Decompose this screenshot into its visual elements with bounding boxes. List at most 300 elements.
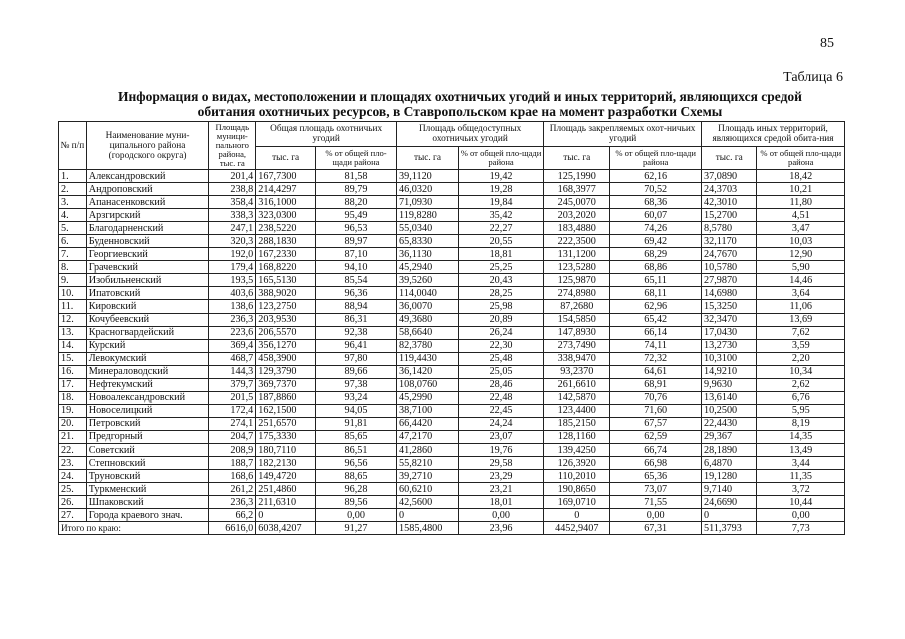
table-row <box>59 248 845 261</box>
district-name-cell: Александровский <box>86 170 209 183</box>
district-area-cell: 403,6 <box>209 287 256 300</box>
assigned-pct-cell: 71,60 <box>610 404 702 417</box>
district-name-cell: Ипатовский <box>86 287 209 300</box>
table-row <box>59 391 845 404</box>
table-body <box>59 170 845 522</box>
total-tys-cell: 167,7300 <box>256 170 316 183</box>
table-row <box>59 300 845 313</box>
assigned-pct-cell: 68,36 <box>610 196 702 209</box>
other-tys-cell: 42,3010 <box>702 196 757 209</box>
total-tys-cell: 180,7110 <box>256 443 316 456</box>
total-pct-cell: 96,36 <box>315 287 396 300</box>
district-name-cell: Предгорный <box>86 430 209 443</box>
total-pct-cell: 96,41 <box>315 339 396 352</box>
other-tys-cell: 6,4870 <box>702 457 757 470</box>
district-name-cell: Новоселицкий <box>86 404 209 417</box>
table-row <box>59 235 845 248</box>
total-pct-cell: 97,80 <box>315 352 396 365</box>
other-pct-cell: 10,21 <box>757 183 845 196</box>
table-title <box>60 89 860 119</box>
total-pct-cell: 87,10 <box>315 248 396 261</box>
assigned-tys-cell: 131,1200 <box>544 248 610 261</box>
row-number-cell: 25. <box>59 483 87 496</box>
total-tys-cell: 251,4860 <box>256 483 316 496</box>
public-pct-cell: 25,48 <box>458 352 543 365</box>
public-tys-cell: 66,4420 <box>397 417 459 430</box>
table-label: Таблица 6 <box>783 70 843 85</box>
hunting-grounds-table <box>58 121 845 535</box>
district-area-cell: 468,7 <box>209 352 256 365</box>
total-tys-cell: 182,2130 <box>256 457 316 470</box>
row-number-cell: 6. <box>59 235 87 248</box>
district-area-cell: 172,4 <box>209 404 256 417</box>
total-other-tys: 511,3793 <box>702 522 757 535</box>
total-tys-cell: 388,9020 <box>256 287 316 300</box>
other-pct-cell: 11,06 <box>757 300 845 313</box>
table-row <box>59 274 845 287</box>
assigned-tys-cell: 128,1160 <box>544 430 610 443</box>
header-public-group: Площадь общедоступных охотничьих угодий <box>397 122 544 147</box>
total-pct-cell: 96,53 <box>315 222 396 235</box>
table-row <box>59 183 845 196</box>
header-other-pct: % от общей пло-щади района <box>757 147 845 170</box>
total-tys-cell: 0 <box>256 509 316 522</box>
table-row <box>59 339 845 352</box>
table-row <box>59 287 845 300</box>
other-pct-cell: 6,76 <box>757 391 845 404</box>
district-name-cell: Красногвардейский <box>86 326 209 339</box>
assigned-tys-cell: 261,6610 <box>544 378 610 391</box>
assigned-pct-cell: 74,26 <box>610 222 702 235</box>
row-number-cell: 11. <box>59 300 87 313</box>
other-tys-cell: 8,5780 <box>702 222 757 235</box>
row-number-cell: 13. <box>59 326 87 339</box>
assigned-tys-cell: 190,8650 <box>544 483 610 496</box>
district-area-cell: 204,7 <box>209 430 256 443</box>
public-pct-cell: 26,24 <box>458 326 543 339</box>
district-name-cell: Арзгирский <box>86 209 209 222</box>
total-tys-cell: 288,1830 <box>256 235 316 248</box>
total-tys-cell: 316,1000 <box>256 196 316 209</box>
district-area-cell: 192,0 <box>209 248 256 261</box>
other-tys-cell: 10,5780 <box>702 261 757 274</box>
row-number-cell: 20. <box>59 417 87 430</box>
other-pct-cell: 2,20 <box>757 352 845 365</box>
district-name-cell: Нефтекумский <box>86 378 209 391</box>
total-area: 6616,0 <box>209 522 256 535</box>
other-pct-cell: 4,51 <box>757 209 845 222</box>
table-total <box>59 522 845 535</box>
district-name-cell: Изобильненский <box>86 274 209 287</box>
district-name-cell: Курский <box>86 339 209 352</box>
assigned-pct-cell: 68,11 <box>610 287 702 300</box>
public-tys-cell: 39,2710 <box>397 470 459 483</box>
table-row <box>59 443 845 456</box>
district-area-cell: 358,4 <box>209 196 256 209</box>
public-pct-cell: 0,00 <box>458 509 543 522</box>
public-tys-cell: 65,8330 <box>397 235 459 248</box>
total-tys-cell: 187,8860 <box>256 391 316 404</box>
assigned-pct-cell: 66,98 <box>610 457 702 470</box>
row-number-cell: 5. <box>59 222 87 235</box>
other-pct-cell: 5,95 <box>757 404 845 417</box>
public-tys-cell: 114,0040 <box>397 287 459 300</box>
district-area-cell: 201,4 <box>209 170 256 183</box>
assigned-pct-cell: 66,74 <box>610 443 702 456</box>
other-pct-cell: 10,34 <box>757 365 845 378</box>
other-pct-cell: 12,90 <box>757 248 845 261</box>
assigned-tys-cell: 168,3977 <box>544 183 610 196</box>
assigned-pct-cell: 71,55 <box>610 496 702 509</box>
total-tys-cell: 129,3790 <box>256 365 316 378</box>
header-name: Наименование муни-ципального района (городского округа) <box>86 122 209 170</box>
public-pct-cell: 22,48 <box>458 391 543 404</box>
district-name-cell: Советский <box>86 443 209 456</box>
total-tys-cell: 206,5570 <box>256 326 316 339</box>
public-pct-cell: 20,89 <box>458 313 543 326</box>
district-area-cell: 138,6 <box>209 300 256 313</box>
row-number-cell: 21. <box>59 430 87 443</box>
public-pct-cell: 18,81 <box>458 248 543 261</box>
row-number-cell: 10. <box>59 287 87 300</box>
page-number: 85 <box>820 36 834 51</box>
assigned-pct-cell: 67,57 <box>610 417 702 430</box>
row-number-cell: 9. <box>59 274 87 287</box>
district-name-cell: Грачевский <box>86 261 209 274</box>
total-tys-cell: 211,6310 <box>256 496 316 509</box>
district-name-cell: Новоалександровский <box>86 391 209 404</box>
assigned-pct-cell: 66,14 <box>610 326 702 339</box>
assigned-pct-cell: 70,52 <box>610 183 702 196</box>
public-pct-cell: 19,42 <box>458 170 543 183</box>
total-pct-cell: 92,38 <box>315 326 396 339</box>
public-pct-cell: 22,30 <box>458 339 543 352</box>
row-number-cell: 12. <box>59 313 87 326</box>
header-assigned-tys: тыс. га <box>544 147 610 170</box>
district-name-cell: Левокумский <box>86 352 209 365</box>
total-pct-cell: 93,24 <box>315 391 396 404</box>
assigned-tys-cell: 274,8980 <box>544 287 610 300</box>
total-tys-cell: 162,1500 <box>256 404 316 417</box>
district-area-cell: 66,2 <box>209 509 256 522</box>
other-tys-cell: 27,9870 <box>702 274 757 287</box>
other-tys-cell: 10,2500 <box>702 404 757 417</box>
assigned-tys-cell: 87,2680 <box>544 300 610 313</box>
other-tys-cell: 10,3100 <box>702 352 757 365</box>
assigned-pct-cell: 69,42 <box>610 235 702 248</box>
header-area: Площадь муници-пального района, тыс. га <box>209 122 256 170</box>
header-num: № п/п <box>59 122 87 170</box>
assigned-pct-cell: 65,42 <box>610 313 702 326</box>
other-tys-cell: 24,7670 <box>702 248 757 261</box>
table-row <box>59 170 845 183</box>
public-pct-cell: 23,07 <box>458 430 543 443</box>
title-line-2: обитания охотничьих ресурсов, в Ставропольском крае на момент разработки Схемы <box>197 104 723 119</box>
other-pct-cell: 14,46 <box>757 274 845 287</box>
public-pct-cell: 25,25 <box>458 261 543 274</box>
district-name-cell: Георгиевский <box>86 248 209 261</box>
other-pct-cell: 13,49 <box>757 443 845 456</box>
table-row <box>59 417 845 430</box>
header-total-group: Общая площадь охотничьих угодий <box>256 122 397 147</box>
other-tys-cell: 29,367 <box>702 430 757 443</box>
total-tys-cell: 238,5220 <box>256 222 316 235</box>
other-pct-cell: 14,35 <box>757 430 845 443</box>
public-tys-cell: 42,5600 <box>397 496 459 509</box>
public-tys-cell: 55,8210 <box>397 457 459 470</box>
title-line-1: Информация о видах, местоположении и площадях охотничьих угодий и иных территорий, являющихся средой <box>118 89 802 104</box>
row-number-cell: 23. <box>59 457 87 470</box>
other-pct-cell: 0,00 <box>757 509 845 522</box>
public-tys-cell: 39,5260 <box>397 274 459 287</box>
public-tys-cell: 71,0930 <box>397 196 459 209</box>
total-pct-cell: 89,97 <box>315 235 396 248</box>
row-number-cell: 8. <box>59 261 87 274</box>
other-pct-cell: 8,19 <box>757 417 845 430</box>
district-name-cell: Шпаковский <box>86 496 209 509</box>
other-tys-cell: 13,2730 <box>702 339 757 352</box>
total-row <box>59 522 845 535</box>
assigned-tys-cell: 0 <box>544 509 610 522</box>
district-area-cell: 369,4 <box>209 339 256 352</box>
public-tys-cell: 60,6210 <box>397 483 459 496</box>
row-number-cell: 19. <box>59 404 87 417</box>
assigned-pct-cell: 74,11 <box>610 339 702 352</box>
total-tys-cell: 175,3330 <box>256 430 316 443</box>
district-area-cell: 338,3 <box>209 209 256 222</box>
assigned-tys-cell: 245,0070 <box>544 196 610 209</box>
district-area-cell: 274,1 <box>209 417 256 430</box>
public-pct-cell: 22,45 <box>458 404 543 417</box>
public-tys-cell: 36,1130 <box>397 248 459 261</box>
assigned-pct-cell: 68,86 <box>610 261 702 274</box>
table-header <box>59 122 845 170</box>
assigned-pct-cell: 65,36 <box>610 470 702 483</box>
district-name-cell: Буденновский <box>86 235 209 248</box>
public-tys-cell: 45,2990 <box>397 391 459 404</box>
header-other-group: Площадь иных территорий, являющихся средой обита-ния <box>702 122 845 147</box>
district-area-cell: 201,5 <box>209 391 256 404</box>
assigned-tys-cell: 125,1990 <box>544 170 610 183</box>
row-number-cell: 1. <box>59 170 87 183</box>
assigned-pct-cell: 68,29 <box>610 248 702 261</box>
public-pct-cell: 25,05 <box>458 365 543 378</box>
assigned-pct-cell: 62,96 <box>610 300 702 313</box>
total-pct-cell: 88,20 <box>315 196 396 209</box>
district-area-cell: 236,3 <box>209 496 256 509</box>
total-total-pct: 91,27 <box>315 522 396 535</box>
other-pct-cell: 2,62 <box>757 378 845 391</box>
assigned-pct-cell: 0,00 <box>610 509 702 522</box>
total-total-tys: 6038,4207 <box>256 522 316 535</box>
district-area-cell: 236,3 <box>209 313 256 326</box>
assigned-tys-cell: 169,0710 <box>544 496 610 509</box>
table-row <box>59 496 845 509</box>
public-tys-cell: 55,0340 <box>397 222 459 235</box>
public-tys-cell: 46,0320 <box>397 183 459 196</box>
other-tys-cell: 24,6690 <box>702 496 757 509</box>
district-area-cell: 261,2 <box>209 483 256 496</box>
total-pct-cell: 85,54 <box>315 274 396 287</box>
table-row <box>59 326 845 339</box>
public-tys-cell: 108,0760 <box>397 378 459 391</box>
total-pct-cell: 97,38 <box>315 378 396 391</box>
district-area-cell: 179,4 <box>209 261 256 274</box>
district-name-cell: Андроповский <box>86 183 209 196</box>
public-pct-cell: 20,43 <box>458 274 543 287</box>
total-tys-cell: 203,9530 <box>256 313 316 326</box>
total-tys-cell: 369,7370 <box>256 378 316 391</box>
total-pct-cell: 88,94 <box>315 300 396 313</box>
other-pct-cell: 10,44 <box>757 496 845 509</box>
total-public-tys: 1585,4800 <box>397 522 459 535</box>
total-tys-cell: 165,5130 <box>256 274 316 287</box>
assigned-pct-cell: 68,91 <box>610 378 702 391</box>
public-pct-cell: 23,29 <box>458 470 543 483</box>
other-tys-cell: 32,1170 <box>702 235 757 248</box>
row-number-cell: 3. <box>59 196 87 209</box>
table-row <box>59 313 845 326</box>
other-pct-cell: 18,42 <box>757 170 845 183</box>
total-tys-cell: 356,1270 <box>256 339 316 352</box>
district-name-cell: Кочубеевский <box>86 313 209 326</box>
assigned-pct-cell: 62,59 <box>610 430 702 443</box>
table-row <box>59 470 845 483</box>
total-pct-cell: 89,56 <box>315 496 396 509</box>
public-pct-cell: 35,42 <box>458 209 543 222</box>
other-tys-cell: 9,7140 <box>702 483 757 496</box>
table-row <box>59 196 845 209</box>
district-area-cell: 247,1 <box>209 222 256 235</box>
total-pct-cell: 0,00 <box>315 509 396 522</box>
assigned-tys-cell: 185,2150 <box>544 417 610 430</box>
other-tys-cell: 13,6140 <box>702 391 757 404</box>
public-tys-cell: 0 <box>397 509 459 522</box>
assigned-tys-cell: 110,2010 <box>544 470 610 483</box>
other-tys-cell: 37,0890 <box>702 170 757 183</box>
public-pct-cell: 19,28 <box>458 183 543 196</box>
public-pct-cell: 23,21 <box>458 483 543 496</box>
district-name-cell: Благодарненский <box>86 222 209 235</box>
district-area-cell: 223,6 <box>209 326 256 339</box>
assigned-pct-cell: 60,07 <box>610 209 702 222</box>
header-public-pct: % от общей пло-щади района <box>458 147 543 170</box>
total-pct-cell: 95,49 <box>315 209 396 222</box>
district-area-cell: 193,5 <box>209 274 256 287</box>
assigned-tys-cell: 123,5280 <box>544 261 610 274</box>
total-pct-cell: 89,66 <box>315 365 396 378</box>
total-tys-cell: 251,6570 <box>256 417 316 430</box>
public-pct-cell: 24,24 <box>458 417 543 430</box>
total-tys-cell: 149,4720 <box>256 470 316 483</box>
district-area-cell: 238,8 <box>209 183 256 196</box>
assigned-pct-cell: 72,32 <box>610 352 702 365</box>
other-tys-cell: 0 <box>702 509 757 522</box>
other-pct-cell: 3,44 <box>757 457 845 470</box>
row-number-cell: 18. <box>59 391 87 404</box>
district-area-cell: 168,6 <box>209 470 256 483</box>
public-pct-cell: 22,27 <box>458 222 543 235</box>
table-row <box>59 209 845 222</box>
total-pct-cell: 94,10 <box>315 261 396 274</box>
header-public-tys: тыс. га <box>397 147 459 170</box>
other-tys-cell: 19,1280 <box>702 470 757 483</box>
table-row <box>59 352 845 365</box>
total-tys-cell: 123,2750 <box>256 300 316 313</box>
assigned-tys-cell: 93,2370 <box>544 365 610 378</box>
row-number-cell: 7. <box>59 248 87 261</box>
district-name-cell: Петровский <box>86 417 209 430</box>
total-tys-cell: 168,8220 <box>256 261 316 274</box>
table-row <box>59 457 845 470</box>
table-row <box>59 509 845 522</box>
total-tys-cell: 458,3900 <box>256 352 316 365</box>
other-pct-cell: 3,47 <box>757 222 845 235</box>
assigned-pct-cell: 65,11 <box>610 274 702 287</box>
assigned-pct-cell: 64,61 <box>610 365 702 378</box>
public-tys-cell: 36,0070 <box>397 300 459 313</box>
public-tys-cell: 41,2860 <box>397 443 459 456</box>
other-tys-cell: 9,9630 <box>702 378 757 391</box>
public-pct-cell: 19,76 <box>458 443 543 456</box>
row-number-cell: 22. <box>59 443 87 456</box>
district-name-cell: Степновский <box>86 457 209 470</box>
public-tys-cell: 119,4430 <box>397 352 459 365</box>
other-pct-cell: 11,80 <box>757 196 845 209</box>
district-name-cell: Города краевого знач. <box>86 509 209 522</box>
total-tys-cell: 167,2330 <box>256 248 316 261</box>
assigned-tys-cell: 183,4880 <box>544 222 610 235</box>
header-assigned-group: Площадь закрепляемых охот-ничьих угодий <box>544 122 702 147</box>
header-assigned-pct: % от общей пло-щади района <box>610 147 702 170</box>
other-pct-cell: 3,72 <box>757 483 845 496</box>
row-number-cell: 4. <box>59 209 87 222</box>
total-pct-cell: 81,58 <box>315 170 396 183</box>
assigned-pct-cell: 62,16 <box>610 170 702 183</box>
district-area-cell: 379,7 <box>209 378 256 391</box>
row-number-cell: 15. <box>59 352 87 365</box>
total-assigned-pct: 67,31 <box>610 522 702 535</box>
table-row <box>59 365 845 378</box>
public-tys-cell: 47,2170 <box>397 430 459 443</box>
total-pct-cell: 88,65 <box>315 470 396 483</box>
district-name-cell: Труновский <box>86 470 209 483</box>
total-tys-cell: 323,0300 <box>256 209 316 222</box>
district-area-cell: 208,9 <box>209 443 256 456</box>
table-row <box>59 261 845 274</box>
total-pct-cell: 86,31 <box>315 313 396 326</box>
total-pct-cell: 96,28 <box>315 483 396 496</box>
total-other-pct: 7,73 <box>757 522 845 535</box>
district-name-cell: Туркменский <box>86 483 209 496</box>
assigned-tys-cell: 123,4400 <box>544 404 610 417</box>
district-name-cell: Минераловодский <box>86 365 209 378</box>
table-row <box>59 483 845 496</box>
public-pct-cell: 29,58 <box>458 457 543 470</box>
total-pct-cell: 86,51 <box>315 443 396 456</box>
other-tys-cell: 22,4430 <box>702 417 757 430</box>
total-label: Итого по краю: <box>59 522 209 535</box>
row-number-cell: 26. <box>59 496 87 509</box>
assigned-pct-cell: 70,76 <box>610 391 702 404</box>
public-tys-cell: 39,1120 <box>397 170 459 183</box>
assigned-tys-cell: 222,3500 <box>544 235 610 248</box>
total-pct-cell: 94,05 <box>315 404 396 417</box>
header-other-tys: тыс. га <box>702 147 757 170</box>
row-number-cell: 16. <box>59 365 87 378</box>
assigned-tys-cell: 147,8930 <box>544 326 610 339</box>
row-number-cell: 2. <box>59 183 87 196</box>
